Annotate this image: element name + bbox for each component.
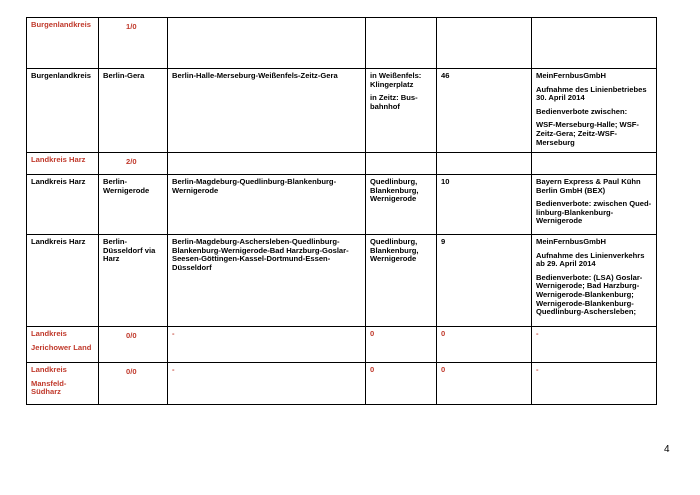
table-row [27, 153, 657, 175]
number-cell: 0 [437, 363, 532, 405]
stop-cell: 0 [366, 363, 437, 405]
table-row [27, 175, 657, 235]
number-cell [437, 18, 532, 69]
count-cell: 0/0 [99, 363, 168, 405]
table-row [27, 327, 657, 363]
table-row [27, 18, 657, 69]
stop-text: in Weißenfels: Klingerplatz [370, 71, 422, 89]
route-cell: - [168, 363, 366, 405]
district-text: Jerichower Land [31, 342, 92, 352]
stop-cell [366, 153, 437, 175]
number-cell: 10 [437, 175, 532, 235]
operator-name: Bayern Express & Paul Kühn Berlin GmbH (BEX) [536, 177, 641, 195]
number-cell [437, 153, 532, 175]
operator-name: MeinFernbusGmbH [536, 71, 607, 80]
district-cell: Landkreis Harz [27, 235, 99, 327]
count-cell: 2/0 [99, 153, 168, 175]
line-cell: Berlin-Gera [99, 69, 168, 153]
route-cell: Berlin-Halle-Merseburg-Weißenfels-Zeitz-Gera [168, 69, 366, 153]
district-cell: Landkreis Harz [27, 175, 99, 235]
district-cell [27, 327, 99, 363]
operator-cell [532, 235, 657, 327]
operator-note: Aufnahme des Linienverkehrs ab 29. April 2014 [536, 250, 645, 269]
number-cell: 9 [437, 235, 532, 327]
table-row [27, 69, 657, 153]
operator-cell [532, 153, 657, 175]
stop-text: in Zeitz: Bus-bahnhof [370, 93, 418, 111]
table-row [27, 235, 657, 327]
operator-cell: - [532, 363, 657, 405]
line-cell: Berlin-Düsseldorf via Harz [99, 235, 168, 327]
operator-note: Bedienverbote zwischen: [536, 106, 628, 116]
stop-cell [366, 69, 437, 153]
stop-cell [366, 18, 437, 69]
stop-cell: 0 [366, 327, 437, 363]
stop-cell: Quedlinburg, Blankenburg, Wernigerode [366, 235, 437, 327]
number-cell: 0 [437, 327, 532, 363]
operator-note: WSF-Merseburg-Halle; WSF-Zeitz-Gera; Zeitz-WSF-Merseburg [536, 120, 639, 147]
operator-note: Bedienverbote: zwischen Qued-linburg-Blankenburg-Wernigerode [536, 199, 652, 226]
table-row [27, 363, 657, 405]
district-cell [27, 363, 99, 405]
count-cell: 0/0 [99, 327, 168, 363]
district-text: Landkreis [31, 329, 67, 338]
stop-cell: Quedlinburg, Blankenburg, Wernigerode [366, 175, 437, 235]
operator-name: MeinFernbusGmbH [536, 237, 607, 246]
operator-note: Aufnahme des Linienbetriebes 30. April 2014 [536, 84, 647, 103]
route-cell: - [168, 327, 366, 363]
operator-cell [532, 69, 657, 153]
line-cell: Berlin-Wernigerode [99, 175, 168, 235]
district-cell: Burgenlandkreis [27, 69, 99, 153]
district-text: Landkreis [31, 365, 67, 374]
page-number: 4 [664, 444, 670, 455]
route-cell: Berlin-Magdeburg-Aschersleben-Quedlinburg-Blankenburg-Wernigerode-Bad Harzburg-Goslar-Seesen-Göttingen-Kassel-Dortmund-Essen-Düsseldorf [168, 235, 366, 327]
route-cell: Berlin-Magdeburg-Quedlinburg-Blankenburg-Wernigerode [168, 175, 366, 235]
district-cell: Landkreis Harz [27, 153, 99, 175]
bus-lines-table [26, 17, 657, 405]
district-cell: Burgenlandkreis [27, 18, 99, 69]
route-cell [168, 18, 366, 69]
count-cell: 1/0 [99, 18, 168, 69]
district-text: Mansfeld-Südharz [31, 378, 67, 397]
operator-cell [532, 175, 657, 235]
number-cell: 46 [437, 69, 532, 153]
operator-cell: - [532, 327, 657, 363]
operator-cell [532, 18, 657, 69]
route-cell [168, 153, 366, 175]
operator-note: Bedienverbote: (LSA) Goslar-Wernigerode; Bad Harzburg-Wernigerode-Blankenburg; Wernigerode-Blankenburg-Quedlinburg-Aschersleben; [536, 272, 643, 317]
